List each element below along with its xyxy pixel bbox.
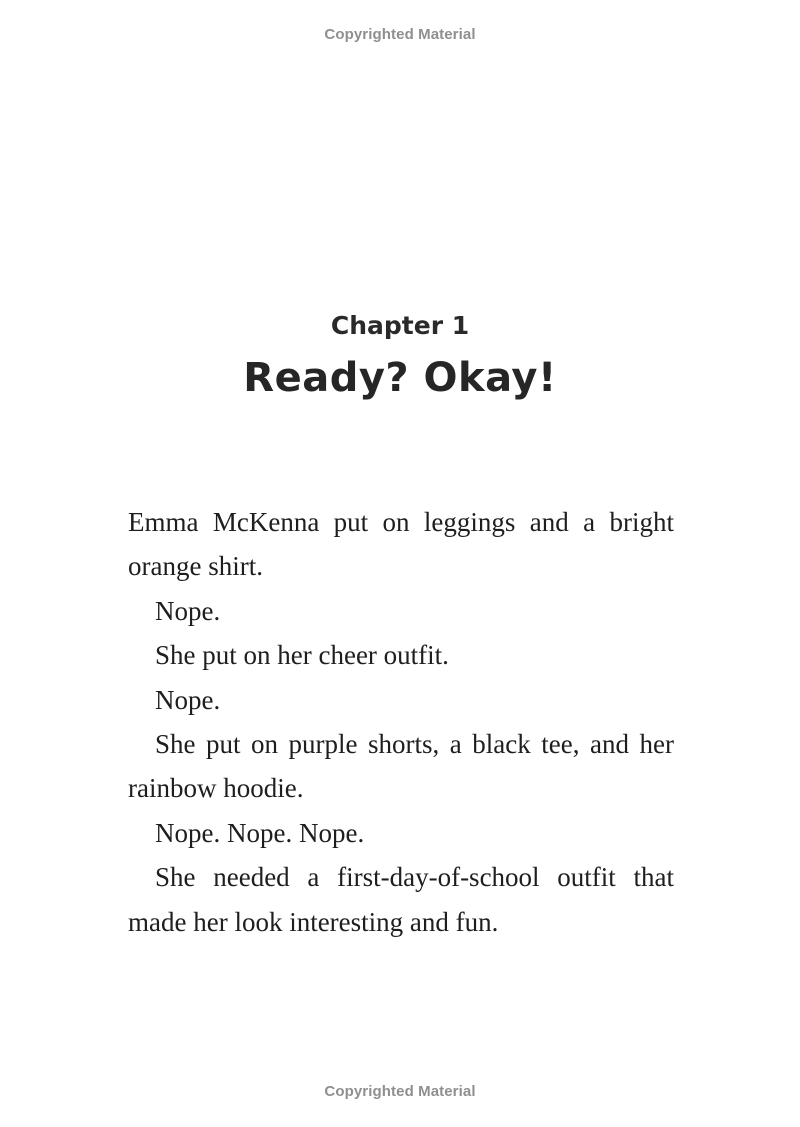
- paragraph: She put on purple shorts, a black tee, and her rainbow hoodie.: [128, 729, 674, 804]
- paragraph: Nope.: [155, 595, 221, 626]
- paragraph: She needed a first-day-of-school outfit that made her look interesting and fun.: [128, 862, 674, 937]
- paragraph: Nope.: [155, 684, 221, 715]
- chapter-number: Chapter 1: [330, 311, 470, 340]
- chapter-title: Ready? Okay!: [243, 355, 557, 401]
- paragraph: Emma McKenna put on leggings and a bright orange shirt.: [128, 507, 674, 582]
- paragraph: Nope. Nope. Nope.: [155, 817, 365, 848]
- copyright-watermark-top: Copyrighted Material: [324, 26, 476, 43]
- chapter-body: [128, 500, 674, 944]
- paragraph: She put on her cheer outfit.: [155, 640, 449, 671]
- copyright-watermark-bottom: Copyrighted Material: [324, 1083, 476, 1100]
